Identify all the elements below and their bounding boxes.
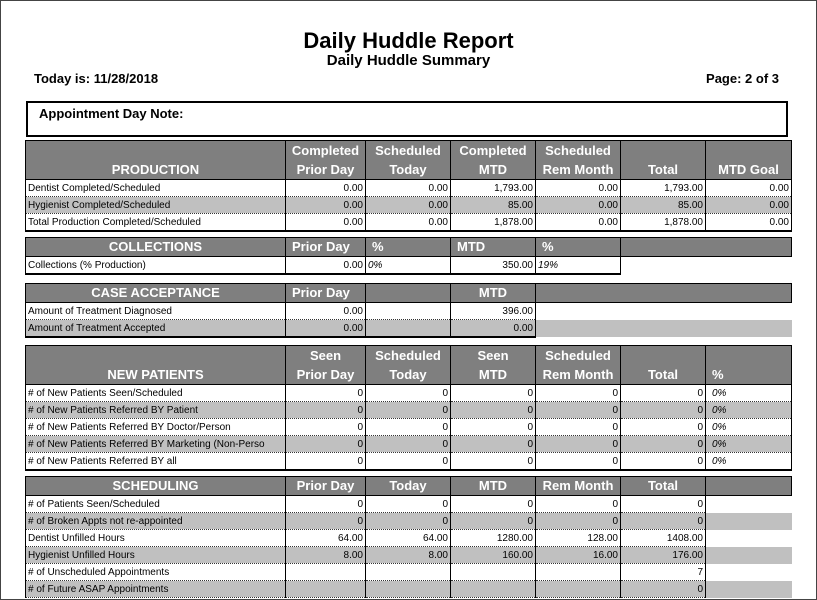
cell: 0 xyxy=(451,436,536,453)
cell: 1,793.00 xyxy=(621,180,706,197)
report-title: Daily Huddle Report xyxy=(303,28,514,53)
cell: 0 xyxy=(451,496,536,513)
row-label: Dentist Unfilled Hours xyxy=(26,530,286,547)
cell: 0.00 xyxy=(286,180,366,197)
table-row xyxy=(26,320,792,338)
cell: 0 xyxy=(621,436,706,453)
case-row-filler xyxy=(536,303,792,320)
cell xyxy=(366,320,451,338)
cell: 0.00 xyxy=(366,197,451,214)
sched-col-total: Total xyxy=(621,477,706,496)
row-label: # of Future ASAP Appointments xyxy=(26,581,286,598)
row-label: Amount of Treatment Diagnosed xyxy=(26,303,286,320)
cell xyxy=(536,564,621,581)
cell: 0 xyxy=(536,496,621,513)
cell: 350.00 xyxy=(451,257,536,275)
cell: 1,878.00 xyxy=(621,214,706,232)
report-subtitle: Daily Huddle Summary xyxy=(326,52,491,69)
collections-title: COLLECTIONS xyxy=(26,238,286,257)
sched-row-filler xyxy=(706,547,792,564)
cell: 0.00 xyxy=(366,214,451,232)
sched-col-prior-day: Prior Day xyxy=(286,477,366,496)
cell xyxy=(366,581,451,598)
cell: 1,793.00 xyxy=(451,180,536,197)
cell: 0.00 xyxy=(366,180,451,197)
cell: 0 xyxy=(536,436,621,453)
cell: 0 xyxy=(536,402,621,419)
cell: 0 xyxy=(621,402,706,419)
sched-col-mtd: MTD xyxy=(451,477,536,496)
today-date: Today is: 11/28/2018 xyxy=(34,71,159,86)
cell: 0.00 xyxy=(536,214,621,232)
row-label: Collections (% Production) xyxy=(26,257,286,275)
table-row xyxy=(26,402,792,419)
collections-col-percent-mtd: % xyxy=(536,238,621,257)
cell: 0.00 xyxy=(536,197,621,214)
cell: 0.00 xyxy=(451,320,536,338)
table-row xyxy=(26,436,792,453)
cell: 0.00 xyxy=(286,303,366,320)
table-row xyxy=(26,513,792,530)
np-col-seen-mtd: Seen MTD xyxy=(451,346,536,385)
row-label: Dentist Completed/Scheduled xyxy=(26,180,286,197)
cell: 19% xyxy=(536,257,621,275)
cell: 0.00 xyxy=(706,180,792,197)
table-row xyxy=(26,180,792,197)
row-label: # of New Patients Referred BY Patient xyxy=(26,402,286,419)
cell: 64.00 xyxy=(366,530,451,547)
cell: 0.00 xyxy=(286,214,366,232)
collections-header xyxy=(26,238,792,257)
sched-row-filler xyxy=(706,530,792,547)
scheduling-table xyxy=(25,476,792,598)
table-row xyxy=(26,385,792,402)
np-col-percent: % xyxy=(706,346,792,385)
cell: 0.00 xyxy=(286,197,366,214)
np-col-seen-prior-day: Seen Prior Day xyxy=(286,346,366,385)
cell: 0 xyxy=(536,453,621,471)
cell: 16.00 xyxy=(536,547,621,564)
cell: 0 xyxy=(366,402,451,419)
cell: 0 xyxy=(451,419,536,436)
collections-col-prior-day: Prior Day xyxy=(286,238,366,257)
scheduling-header xyxy=(26,477,792,496)
cell: 0 xyxy=(536,419,621,436)
cell: 0.00 xyxy=(286,257,366,275)
cell: 0 xyxy=(286,419,366,436)
cell xyxy=(451,564,536,581)
cell: 0 xyxy=(366,513,451,530)
production-col-completed-prior-day: Completed Prior Day xyxy=(286,141,366,180)
cell xyxy=(451,581,536,598)
cell: 7 xyxy=(621,564,706,581)
cell: 64.00 xyxy=(286,530,366,547)
case-header-filler xyxy=(536,284,792,303)
sched-row-filler xyxy=(706,496,792,513)
cell: 0 xyxy=(451,402,536,419)
cell: 0.00 xyxy=(706,214,792,232)
production-col-mtd-goal: MTD Goal xyxy=(706,141,792,180)
table-row xyxy=(26,214,792,232)
production-table xyxy=(25,140,792,232)
production-col-scheduled-today: Scheduled Today xyxy=(366,141,451,180)
cell: 0 xyxy=(366,419,451,436)
cell: 0 xyxy=(286,385,366,402)
cell: 8.00 xyxy=(286,547,366,564)
case-acceptance-title: CASE ACCEPTANCE xyxy=(26,284,286,303)
cell: 0 xyxy=(366,436,451,453)
cell: 0% xyxy=(706,385,792,402)
collections-row-filler xyxy=(621,257,792,275)
sched-col-rem-month: Rem Month xyxy=(536,477,621,496)
cell: 0% xyxy=(706,436,792,453)
row-label: # of Patients Seen/Scheduled xyxy=(26,496,286,513)
row-label: # of New Patients Referred BY all xyxy=(26,453,286,471)
cell: 0 xyxy=(536,513,621,530)
table-row xyxy=(26,564,792,581)
cell: 128.00 xyxy=(536,530,621,547)
cell: 0 xyxy=(621,453,706,471)
table-row xyxy=(26,257,792,275)
sched-col-today: Today xyxy=(366,477,451,496)
collections-header-filler xyxy=(621,238,792,257)
table-row xyxy=(26,581,792,598)
row-label: Hygienist Completed/Scheduled xyxy=(26,197,286,214)
case-row-filler xyxy=(536,320,792,338)
cell: 0 xyxy=(621,385,706,402)
cell: 160.00 xyxy=(451,547,536,564)
case-col-prior-day: Prior Day xyxy=(286,284,366,303)
cell xyxy=(286,581,366,598)
row-label: # of New Patients Referred BY Doctor/Person xyxy=(26,419,286,436)
table-row xyxy=(26,530,792,547)
production-col-total: Total xyxy=(621,141,706,180)
new-patients-title: NEW PATIENTS xyxy=(26,346,286,385)
cell: 1280.00 xyxy=(451,530,536,547)
cell: 0 xyxy=(451,385,536,402)
np-col-scheduled-today: Scheduled Today xyxy=(366,346,451,385)
case-col-mtd: MTD xyxy=(451,284,536,303)
collections-table xyxy=(25,237,792,275)
new-patients-header xyxy=(26,346,792,385)
cell: 0% xyxy=(366,257,451,275)
case-acceptance-table xyxy=(25,283,792,338)
cell: 8.00 xyxy=(366,547,451,564)
collections-col-percent: % xyxy=(366,238,451,257)
table-row xyxy=(26,496,792,513)
cell: 0 xyxy=(366,385,451,402)
case-acceptance-header xyxy=(26,284,792,303)
appointment-day-note-box xyxy=(26,101,788,137)
sched-row-filler xyxy=(706,581,792,598)
cell xyxy=(366,303,451,320)
cell xyxy=(536,581,621,598)
cell: 396.00 xyxy=(451,303,536,320)
cell: 0% xyxy=(706,419,792,436)
row-label: # of Unscheduled Appointments xyxy=(26,564,286,581)
table-row xyxy=(26,547,792,564)
table-row xyxy=(26,453,792,471)
new-patients-table xyxy=(25,345,792,471)
production-title: PRODUCTION xyxy=(26,141,286,180)
cell: 0 xyxy=(621,513,706,530)
cell: 85.00 xyxy=(621,197,706,214)
cell: 0% xyxy=(706,453,792,471)
row-label: Total Production Completed/Scheduled xyxy=(26,214,286,232)
np-col-total: Total xyxy=(621,346,706,385)
cell: 0 xyxy=(536,385,621,402)
cell: 0 xyxy=(366,453,451,471)
cell: 0 xyxy=(451,453,536,471)
cell: 1408.00 xyxy=(621,530,706,547)
cell: 0.00 xyxy=(286,320,366,338)
collections-col-mtd: MTD xyxy=(451,238,536,257)
cell: 0% xyxy=(706,402,792,419)
cell: 0 xyxy=(286,496,366,513)
row-label: # of Broken Appts not re-appointed xyxy=(26,513,286,530)
sched-header-filler xyxy=(706,477,792,496)
row-label: Amount of Treatment Accepted xyxy=(26,320,286,338)
cell: 0.00 xyxy=(706,197,792,214)
row-label: Hygienist Unfilled Hours xyxy=(26,547,286,564)
np-col-scheduled-rem-month: Scheduled Rem Month xyxy=(536,346,621,385)
case-col-blank xyxy=(366,284,451,303)
row-label: # of New Patients Seen/Scheduled xyxy=(26,385,286,402)
appointment-day-note-label: Appointment Day Note: xyxy=(39,106,184,121)
cell: 0 xyxy=(286,453,366,471)
cell: 1,878.00 xyxy=(451,214,536,232)
scheduling-title: SCHEDULING xyxy=(26,477,286,496)
cell: 0 xyxy=(621,581,706,598)
table-row xyxy=(26,197,792,214)
sched-row-filler xyxy=(706,564,792,581)
cell: 0.00 xyxy=(536,180,621,197)
cell: 0 xyxy=(286,402,366,419)
row-label: # of New Patients Referred BY Marketing (Non-Perso xyxy=(26,436,286,453)
cell: 176.00 xyxy=(621,547,706,564)
cell xyxy=(286,564,366,581)
table-row xyxy=(26,419,792,436)
page-number: Page: 2 of 3 xyxy=(706,71,779,86)
table-row xyxy=(26,303,792,320)
production-col-scheduled-rem-month: Scheduled Rem Month xyxy=(536,141,621,180)
cell: 0 xyxy=(366,496,451,513)
production-col-completed-mtd: Completed MTD xyxy=(451,141,536,180)
cell: 0 xyxy=(621,496,706,513)
cell xyxy=(366,564,451,581)
cell: 0 xyxy=(286,436,366,453)
production-header xyxy=(26,141,792,180)
sched-row-filler xyxy=(706,513,792,530)
cell: 0 xyxy=(451,513,536,530)
cell: 0 xyxy=(621,419,706,436)
cell: 85.00 xyxy=(451,197,536,214)
cell: 0 xyxy=(286,513,366,530)
